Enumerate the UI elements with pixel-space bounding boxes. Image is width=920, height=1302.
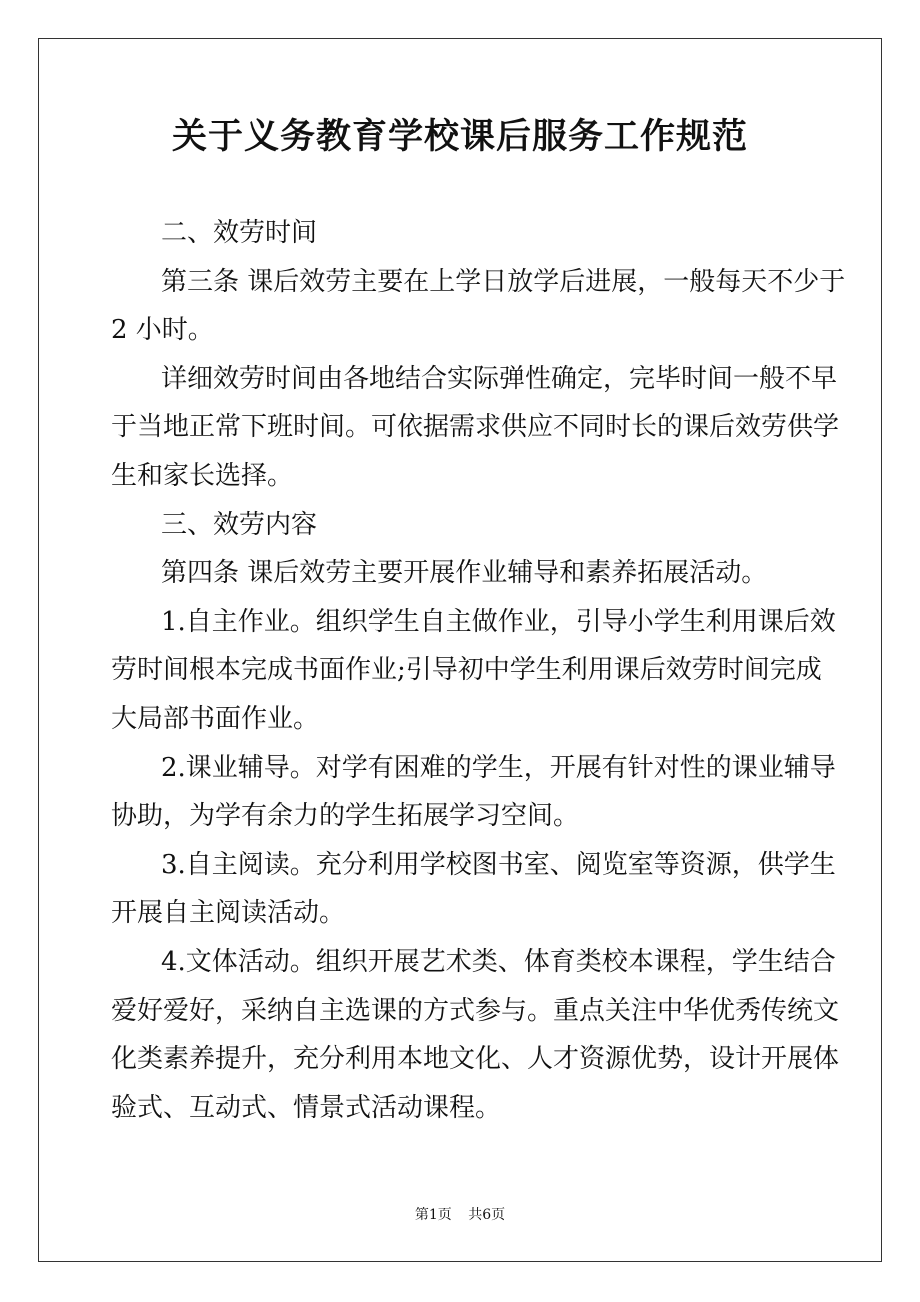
text-line: 于当地正常下班时间。可依据需求供应不同时长的课后效劳供学 xyxy=(111,412,840,443)
text-line: 爱好爱好，采纳自主选课的方式参与。重点关注中华优秀传统文 xyxy=(111,995,840,1026)
text-line: 开展自主阅读活动。 xyxy=(111,898,346,929)
paragraph xyxy=(111,258,846,355)
text-line: 三、效劳内容 xyxy=(161,509,318,540)
text-line: 4.文体活动。组织开展艺术类、体育类校本课程，学生结合 xyxy=(161,946,836,977)
paragraph xyxy=(111,938,840,1132)
text-line: 大局部书面作业。 xyxy=(111,703,320,734)
paragraph xyxy=(111,744,836,841)
page-number: 第1页 xyxy=(414,1207,452,1223)
text-line: 协助，为学有余力的学生拓展学习空间。 xyxy=(111,801,580,832)
text-line: 第四条 课后效劳主要开展作业辅导和素养拓展活动。 xyxy=(161,558,768,589)
text-line: 劳时间根本完成书面作业;引导初中学生利用课后效劳时间完成 xyxy=(111,655,822,686)
text-line: 第三条 课后效劳主要在上学日放学后进展，一般每天不少于 xyxy=(161,266,846,297)
paragraph xyxy=(111,841,836,938)
text-line: 详细效劳时间由各地结合实际弹性确定，完毕时间一般不早 xyxy=(161,363,838,394)
text-line: 3.自主阅读。充分利用学校图书室、阅览室等资源，供学生 xyxy=(161,849,836,880)
text-line: 2 小时。 xyxy=(111,315,214,346)
paragraph xyxy=(111,355,840,501)
page-footer xyxy=(0,1205,920,1225)
page-total: 共6页 xyxy=(468,1207,506,1223)
text-line: 验式、互动式、情景式活动课程。 xyxy=(111,1092,502,1123)
text-line: 2.课业辅导。对学有困难的学生，开展有针对性的课业辅导 xyxy=(161,752,836,783)
text-line: 化类素养提升，充分利用本地文化、人才资源优势，设计开展体 xyxy=(111,1044,840,1075)
text-line: 二、效劳时间 xyxy=(161,218,318,248)
document-title: 关于义务教育学校课后服务工作规范 xyxy=(171,116,748,157)
document-body xyxy=(111,209,846,1132)
text-line: 1.自主作业。组织学生自主做作业，引导小学生利用课后效 xyxy=(161,606,836,637)
paragraph xyxy=(111,549,810,598)
paragraph xyxy=(111,598,836,744)
paragraph xyxy=(111,209,810,258)
text-line: 生和家长选择。 xyxy=(111,460,294,491)
paragraph xyxy=(111,501,810,550)
